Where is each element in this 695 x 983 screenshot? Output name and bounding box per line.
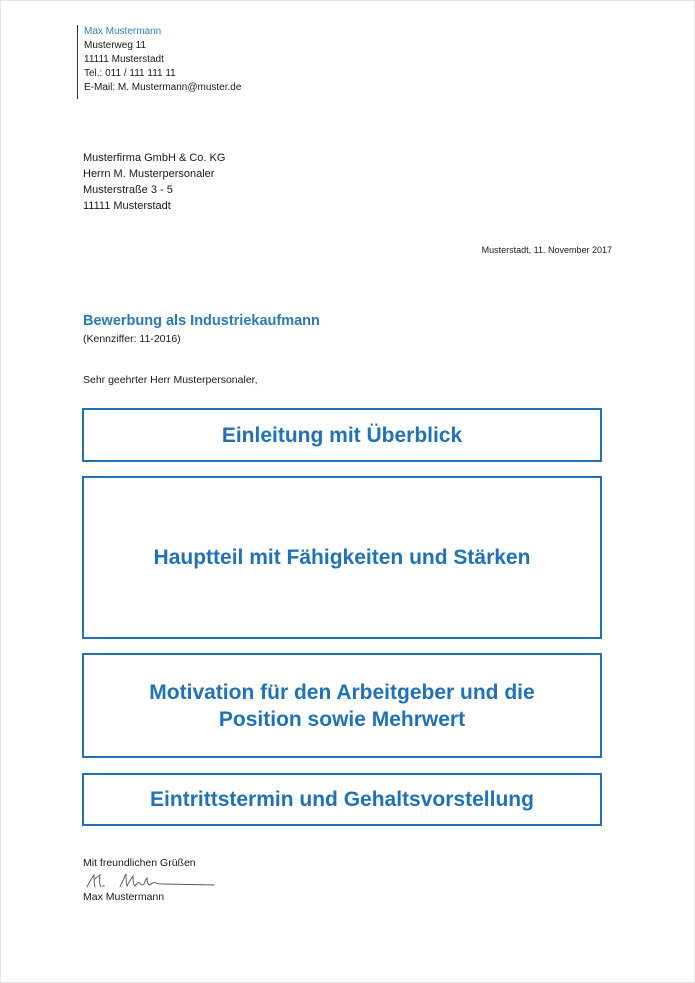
letter-date: Musterstadt, 11. November 2017 — [481, 245, 612, 255]
recipient-block — [83, 150, 225, 214]
recipient-city: 11111 Musterstadt — [83, 200, 171, 212]
sender-city: 11111 Musterstadt — [84, 54, 164, 65]
section-start-box — [82, 773, 602, 826]
sender-street: Musterweg 11 — [84, 40, 147, 51]
section-intro-box — [82, 408, 602, 462]
closing-greeting: Mit freundlichen Grüßen — [83, 857, 196, 869]
subject-reference: (Kennziffer: 11-2016) — [83, 333, 181, 345]
section-start-text: Eintrittstermin und Gehaltsvorstellung — [150, 788, 534, 811]
section-motivation-box — [82, 653, 602, 758]
subject-title: Bewerbung als Industriekaufmann — [83, 313, 320, 329]
sender-name: Max Mustermann — [84, 26, 162, 37]
signer-name: Max Mustermann — [83, 891, 165, 903]
sender-phone: Tel.: 011 / 111 111 11 — [84, 68, 176, 79]
handwritten-signature — [84, 870, 219, 892]
section-motivation-line2: Position sowie Mehrwert — [218, 707, 466, 731]
section-main-text: Hauptteil mit Fähigkeiten und Stärken — [153, 546, 531, 569]
sender-block — [77, 25, 241, 99]
recipient-contact: Herrn M. Musterpersonaler — [83, 168, 215, 180]
section-motivation-line1: Motivation für den Arbeitgeber und die — [149, 680, 535, 704]
recipient-company: Musterfirma GmbH & Co. KG — [83, 152, 226, 164]
recipient-street: Musterstraße 3 - 5 — [83, 184, 173, 196]
section-intro-text: Einleitung mit Überblick — [221, 423, 463, 447]
salutation: Sehr geehrter Herr Musterpersonaler, — [83, 374, 258, 386]
section-main-box — [82, 476, 602, 639]
sender-email: E-Mail: M. Mustermann@muster.de — [84, 82, 242, 93]
